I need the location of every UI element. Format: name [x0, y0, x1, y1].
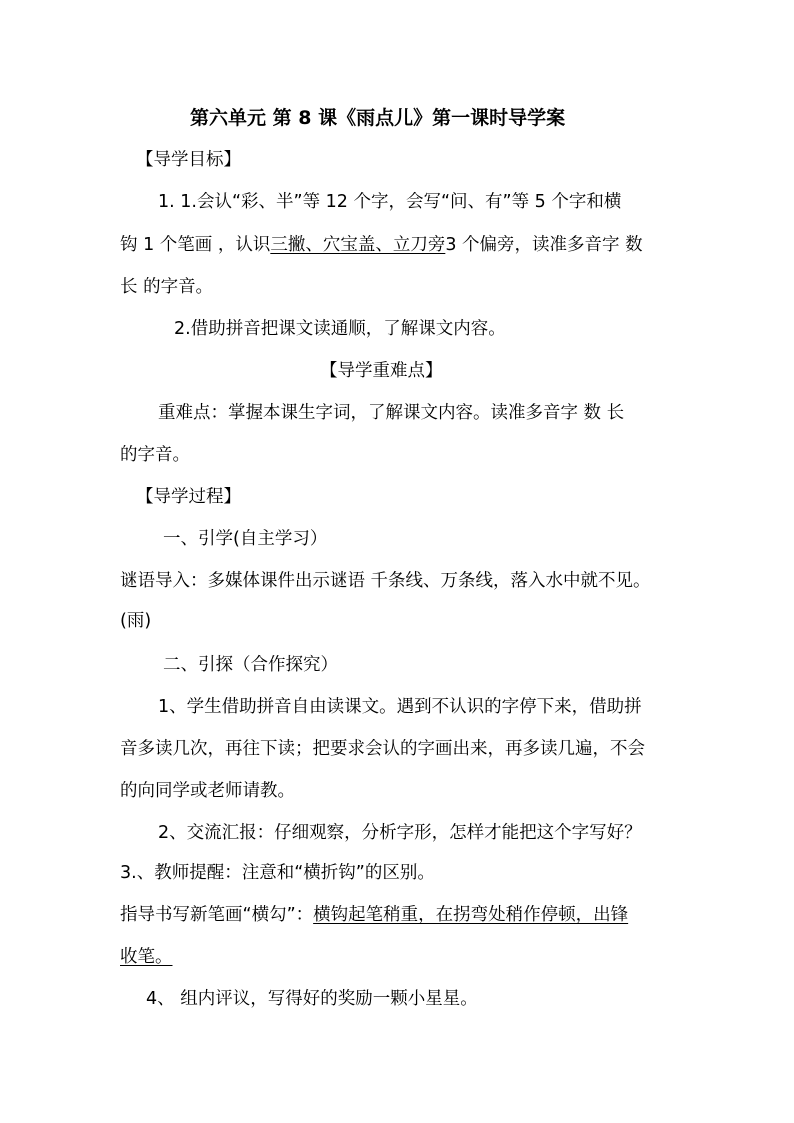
- goal-1-line-1: 1. 1.会认“彩、半”等 12 个字，会写“问、有”等 5 个字和横: [158, 192, 622, 212]
- paragraph-4-start: 指导书写新笔画“横勾”：: [120, 905, 314, 925]
- paragraph-1-line-2: 音多读几次，再往下读；把要求会认的字画出来，再多读几遍，不会: [120, 739, 645, 759]
- goal-2: 2.借助拼音把课文读通顺，了解课文内容。: [174, 319, 506, 339]
- paragraph-1-line-1: 1、学生借助拼音自由读课文。遇到不认识的字停下来，借助拼: [158, 697, 642, 717]
- paragraph-5: 4、 组内评议，写得好的奖励一颗小星星。: [146, 989, 478, 1009]
- paragraph-1-line-3: 的向同学或老师请教。: [120, 781, 295, 801]
- radicals-underlined: 三撇、穴宝盖、立刀旁: [270, 235, 446, 255]
- stroke-instruction-underlined: 横钩起笔稍重，在拐弯处稍作停顿，出锋: [313, 905, 629, 925]
- goal-1-line-2: [120, 233, 643, 257]
- process-heading: 【导学过程】: [136, 487, 241, 507]
- goal-1-line-2-start: 钩 1 个笔画 ，认识: [120, 235, 271, 255]
- key-points-line-2: 的字音。: [120, 445, 190, 465]
- paragraph-2: 2、交流汇报：仔细观察，分析字形，怎样才能把这个字写好？: [158, 823, 642, 843]
- document-title: 第六单元 第 8 课《雨点儿》第一课时导学案: [190, 107, 566, 129]
- step-2-heading: 二、引探（合作探究）: [163, 655, 338, 675]
- paragraph-3: 3.、教师提醒：注意和“横折钩”的区别。: [120, 863, 435, 883]
- key-points-line-1: 重难点：掌握本课生字词，了解课文内容。读准多音字 数 长: [158, 403, 625, 423]
- paragraph-4-line-2: [120, 945, 173, 969]
- goal-1-line-3: 长 的字音。: [120, 277, 214, 297]
- key-points-heading: 【导学重难点】: [320, 361, 443, 381]
- paragraph-4-line-1: [120, 903, 628, 927]
- goal-1-line-2-end: 3 个偏旁，读准多音字 数: [445, 235, 643, 255]
- riddle-line-2: (雨): [120, 611, 152, 631]
- riddle-line-1: 谜语导入：多媒体课件出示谜语 千条线、万条线，落入水中就不见。: [120, 571, 651, 591]
- step-1-heading: 一、引学(自主学习）: [163, 529, 328, 549]
- goals-heading: 【导学目标】: [136, 150, 241, 170]
- stroke-instruction-underlined-end: 收笔。: [120, 947, 173, 967]
